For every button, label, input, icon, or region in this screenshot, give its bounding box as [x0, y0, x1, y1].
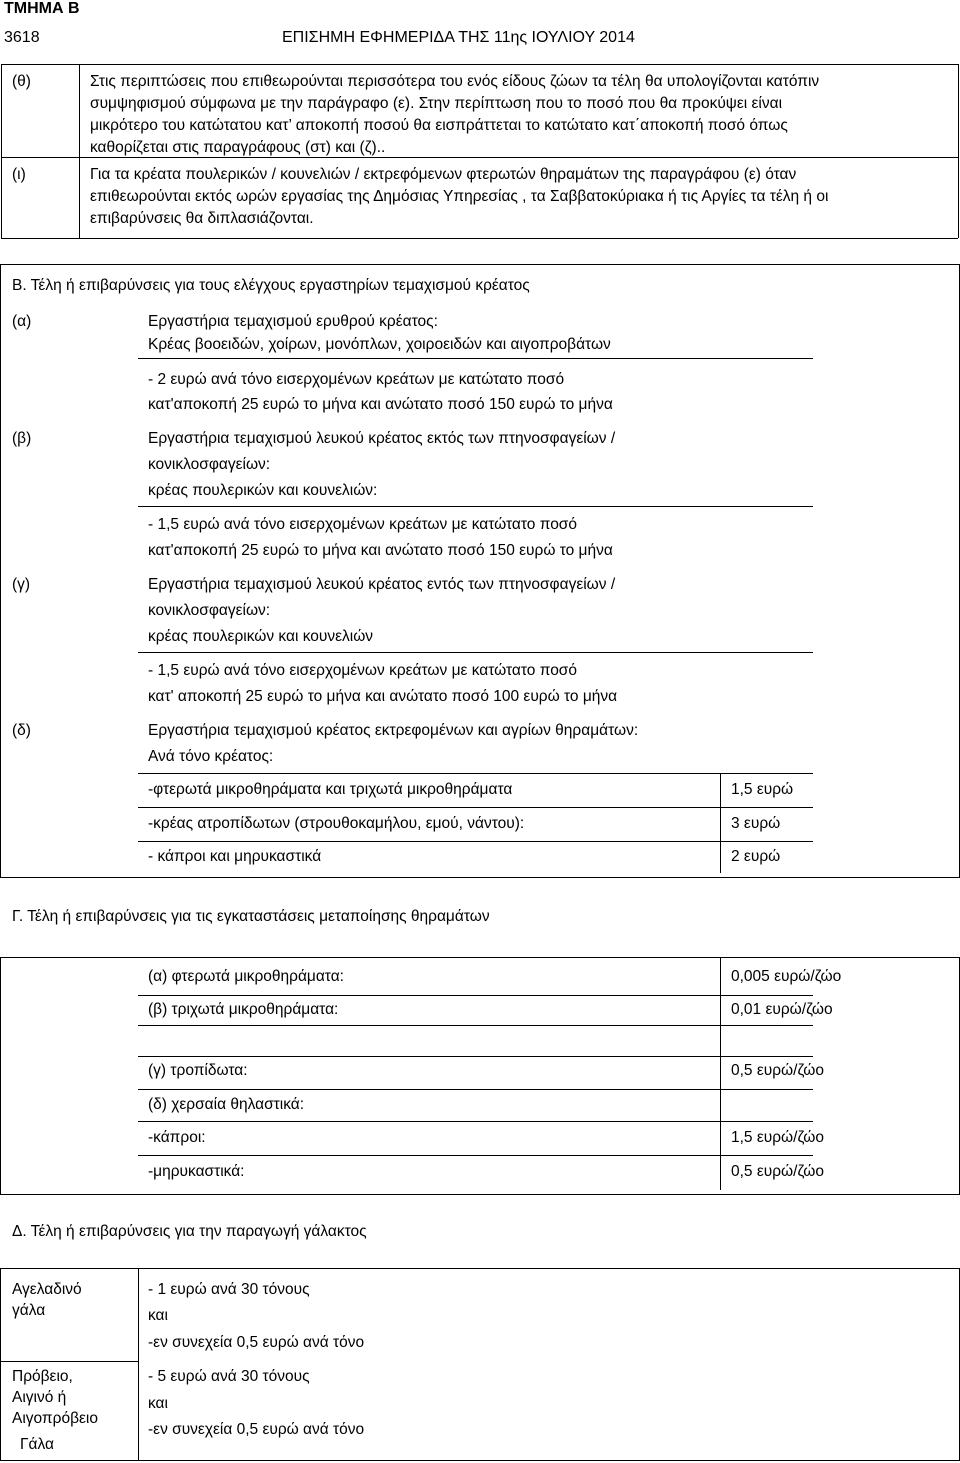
fee-item: -μηρυκαστικά:: [148, 1163, 245, 1180]
fee-value: 0,005 ευρώ/ζώο: [731, 968, 842, 985]
row-text-line: επιβαρύνσεις θα διπλασιάζονται.: [90, 210, 314, 227]
fee-value: 1,5 ευρώ/ζώο: [731, 1129, 824, 1146]
item-fee: - 1,5 ευρώ ανά τόνο εισερχομένων κρεάτων με κατώτατο ποσό: [148, 516, 577, 533]
milk-type: Γάλα: [20, 1436, 54, 1453]
fee-value: 0,01 ευρώ/ζώο: [731, 1001, 833, 1018]
row-text-line: καθορίζεται στις παραγράφους (στ) και (ζ)..: [90, 139, 386, 156]
milk-fee: και: [148, 1307, 168, 1324]
item-fee: - 2 ευρώ ανά τόνο εισερχομένων κρεάτων με κατώτατο ποσό: [148, 371, 565, 388]
item-desc: Κρέας βοοειδών, χοίρων, μονόπλων, χοιροειδών και αιγοπροβάτων: [148, 336, 611, 353]
item-label: (δ): [12, 722, 31, 739]
section-d-title: Δ. Τέλη ή επιβαρύνσεις για την παραγωγή γάλακτος: [12, 1223, 367, 1240]
row-label: (θ): [12, 73, 31, 90]
milk-fee: - 1 ευρώ ανά 30 τόνους: [148, 1281, 310, 1298]
page-title: ΕΠΙΣΗΜΗ ΕΦΗΜΕΡΙΔΑ ΤΗΣ 11ης ΙΟΥΛΙΟΥ 2014: [282, 29, 635, 46]
item-desc: Εργαστήρια τεμαχισμού ερυθρού κρέατος:: [148, 313, 438, 330]
fee-value: 2 ευρώ: [731, 848, 781, 865]
section-c-title: Γ. Τέλη ή επιβαρύνσεις για τις εγκαταστάσεις μεταποίησης θηραμάτων: [12, 908, 490, 925]
fee-item: -φτερωτά μικροθηράματα και τριχωτά μικροθηράματα: [148, 781, 513, 798]
item-fee: κατ'αποκοπή 25 ευρώ το μήνα και ανώτατο ποσό 150 ευρώ το μήνα: [148, 396, 613, 413]
fee-item: (δ) χερσαία θηλαστικά:: [148, 1096, 305, 1113]
row-text-line: Για τα κρέατα πουλερικών / κουνελιών / εκτρεφόμενων φτερωτών θηραμάτων της παραγράφου (ε) όταν: [90, 166, 797, 183]
row-text-line: Στις περιπτώσεις που επιθεωρούνται περισσότερα του ενός είδους ζώων τα τέλη θα υπολογίζονται κατόπιν: [90, 73, 820, 90]
section-label: ΤΜΗΜΑ Β: [4, 0, 80, 17]
milk-type: γάλα: [12, 1302, 46, 1319]
fee-value: 3 ευρώ: [731, 815, 781, 832]
milk-type: Πρόβειο,: [12, 1368, 73, 1385]
milk-fee: και: [148, 1395, 168, 1412]
fee-item: -κάπροι:: [148, 1129, 206, 1146]
fee-value: 1,5 ευρώ: [731, 781, 794, 798]
item-fee: κατ' αποκοπή 25 ευρώ το μήνα και ανώτατο ποσό 100 ευρώ το μήνα: [148, 688, 618, 705]
fee-item: - κάπροι και μηρυκαστικά: [148, 848, 322, 865]
item-label: (γ): [12, 576, 31, 593]
item-label: (β): [12, 430, 32, 447]
item-desc: Εργαστήρια τεμαχισμού κρέατος εκτρεφομένων και αγρίων θηραμάτων:: [148, 722, 639, 739]
row-text-line: επιθεωρούνται εκτός ωρών εργασίας της Δημόσιας Υπηρεσίας , τα Σαββατοκύριακα ή τις Αργίες τα τέλη ή οι: [90, 188, 829, 205]
milk-fee: -εν συνεχεία 0,5 ευρώ ανά τόνο: [148, 1421, 365, 1438]
page-number: 3618: [4, 29, 40, 46]
item-desc: κρέας πουλερικών και κουνελιών:: [148, 482, 378, 499]
item-desc: κονικλοσφαγείων:: [148, 456, 271, 473]
fee-item: (β) τριχωτά μικροθηράματα:: [148, 1001, 339, 1018]
item-desc: κρέας πουλερικών και κουνελιών: [148, 628, 374, 645]
row-label: (ι): [12, 166, 26, 183]
item-desc: Εργαστήρια τεμαχισμού λευκού κρέατος εκτός των πτηνοσφαγείων /: [148, 430, 616, 447]
item-label: (α): [12, 313, 32, 330]
section-b-title: Β. Τέλη ή επιβαρύνσεις για τους ελέγχους εργαστηρίων τεμαχισμού κρέατος: [12, 277, 530, 294]
item-desc: κονικλοσφαγείων:: [148, 602, 271, 619]
fee-item: (α) φτερωτά μικροθηράματα:: [148, 968, 344, 985]
fee-item: -κρέας ατροπίδωτων (στρουθοκαμήλου, εμού, νάντου):: [148, 815, 525, 832]
fee-value: 0,5 ευρώ/ζώο: [731, 1062, 824, 1079]
row-text-line: μικρότερο του κατώτατου κατ’ αποκοπή ποσού θα εισπράττεται το κατώτατο κατ΄αποκοπή ποσό όπως: [90, 117, 788, 134]
item-fee: κατ'αποκοπή 25 ευρώ το μήνα και ανώτατο ποσό 150 ευρώ το μήνα: [148, 542, 613, 559]
fee-item: (γ) τροπίδωτα:: [148, 1062, 248, 1079]
milk-fee: -εν συνεχεία 0,5 ευρώ ανά τόνο: [148, 1334, 365, 1351]
item-desc: Ανά τόνο κρέατος:: [148, 748, 274, 765]
milk-type: Αιγινό ή: [12, 1389, 67, 1406]
row-text-line: συμψηφισμού σύμφωνα με την παράγραφο (ε). Στην περίπτωση που το ποσό που θα προκύψει είναι: [90, 95, 783, 112]
milk-type: Αιγοπρόβειο: [12, 1410, 98, 1427]
milk-type: Αγελαδινό: [12, 1281, 82, 1298]
item-fee: - 1,5 ευρώ ανά τόνο εισερχομένων κρεάτων με κατώτατο ποσό: [148, 662, 577, 679]
milk-fee: - 5 ευρώ ανά 30 τόνους: [148, 1368, 310, 1385]
fee-value: 0,5 ευρώ/ζώο: [731, 1163, 824, 1180]
item-desc: Εργαστήρια τεμαχισμού λευκού κρέατος εντός των πτηνοσφαγείων /: [148, 576, 616, 593]
